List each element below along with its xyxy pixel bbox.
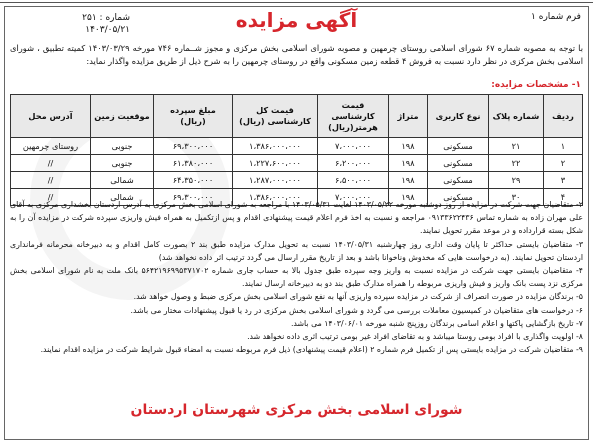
cell-row-no: ۴ bbox=[544, 189, 583, 206]
condition-item: ۹- متقاضیان شرکت در مزایده بایستی پس از تکمیل فرم شماره ۲ (اعلام قیمت پیشنهادی) ذیل فرم مربوطه نسبت به امضاء قبول شرایط شرکت در مزایده اقدام نمایند. bbox=[40, 345, 583, 355]
cell-deposit: ۶۹،۳۰۰،۰۰۰ bbox=[154, 189, 233, 206]
cell-usage: مسکونی bbox=[428, 189, 489, 206]
cell-location: شمالی bbox=[91, 172, 154, 189]
cell-usage: مسکونی bbox=[428, 155, 489, 172]
issuer-signature: شورای اسلامی بخش مرکزی شهرستان اردستان bbox=[130, 402, 463, 418]
condition-item: ۵- برندگان مزایده در صورت انصراف از شرکت در مزایده سپرده واریزی آنها به نفع شورای اسلامی بخش مرکزی ضبط و وصول خواهد شد. bbox=[133, 292, 583, 302]
cell-price-per-meter: ۶،۵۰۰،۰۰۰ bbox=[318, 172, 389, 189]
cell-total-price: ۱،۲۲۷،۶۰۰،۰۰۰ bbox=[233, 155, 318, 172]
cell-location: جنوبی bbox=[91, 155, 154, 172]
col-header-address: آدرس محل bbox=[11, 95, 91, 138]
cell-address: // bbox=[11, 189, 91, 206]
cell-usage: مسکونی bbox=[428, 172, 489, 189]
cell-usage: مسکونی bbox=[428, 138, 489, 155]
col-header-deposit: مبلغ سپرده (ریال) bbox=[154, 95, 233, 138]
table-row bbox=[11, 172, 583, 189]
cell-price-per-meter: ۶،۲۰۰،۰۰۰ bbox=[318, 155, 389, 172]
cell-area: ۱۹۸ bbox=[389, 138, 428, 155]
cell-deposit: ۶۴،۳۵۰،۰۰۰ bbox=[154, 172, 233, 189]
cell-plate-no: ۲۱ bbox=[489, 138, 544, 155]
cell-address: // bbox=[11, 155, 91, 172]
cell-plate-no: ۳۰ bbox=[489, 189, 544, 206]
col-header-location: موقعیت زمین bbox=[91, 95, 154, 138]
condition-item: ۳- متقاضیان بایستی حداکثر تا پایان وقت اداری روز چهارشنبه ۱۴۰۳/۰۵/۳۱ نسبت به تحویل مدارک مزایده طبق بند ۲ بصورت کامل اقدام و به دبیرخانه محرمانه فرمانداری اردستان تحویل نمایند. (به درخواست هایی که مخدوش وناخوانا باشد و بعد از تاریخ مقرر ارسال می گردد ترتیب اثر داده نخواهد شد) bbox=[10, 239, 584, 262]
condition-item: ۶- درخواست های متقاضیان در کمیسیون معاملات بررسی می گردد و شورای اسلامی بخش مرکزی در رد یا قبول پیشنهادات مختار می باشد. bbox=[130, 305, 583, 315]
cell-price-per-meter: ۷،۰۰۰،۰۰۰ bbox=[318, 189, 389, 206]
cell-row-no: ۳ bbox=[544, 172, 583, 189]
cell-row-no: ۲ bbox=[544, 155, 583, 172]
condition-item: ۸- اولویت واگذاری با افراد بومی روستا میباشد و به تقاضای افراد غیر بومی ترتیب اثری داده نخواهد شد. bbox=[247, 332, 583, 342]
cell-plate-no: ۲۹ bbox=[489, 172, 544, 189]
cell-location: جنوبی bbox=[91, 138, 154, 155]
cell-deposit: ۶۱،۳۸۰،۰۰۰ bbox=[154, 155, 233, 172]
col-header-total-price: قیمت کل کارشناسی (ریال) bbox=[233, 95, 318, 138]
intro-paragraph: با توجه به مصوبه شماره ۶۷ شورای اسلامی روستای چرمهین و مصوبه شورای اسلامی بخش مرکزی و مجوز شــماره ۷۴۶ مورخه ۱۴۰۳/۰۳/۲۹ کمیته تطبیق ، شورای اسلامی بخش مرکزی در نظر دارد نسبت به فروش ۴ قطعه زمین مسکونی واقع در روستای چرمهین را به شرح ذیل از طریق مزایده واگذار نماید: bbox=[10, 43, 584, 66]
cell-address: // bbox=[11, 172, 91, 189]
reference-block bbox=[10, 12, 130, 36]
condition-item: ۴- متقاضیان بایستی جهت شرکت در مزایده نسبت به واریز وجه سپرده طبق جدول بالا به حساب جاری شماره ۵۶۴۲۱۹۶۹۹۵۳۷۱۷۰۲ بانک ملت به نام شورای اسلامی بخش مرکزی نزد پست بانک واریز و فیش واریزی مربوطه را همراه مدارک طبق بند دو به دبیرخانه ارسال نمایند. bbox=[10, 266, 583, 289]
page-title: آگهی مزایده bbox=[235, 8, 358, 32]
cell-area: ۱۹۸ bbox=[389, 155, 428, 172]
col-header-usage: نوع کاربری bbox=[428, 95, 489, 138]
top-rule bbox=[0, 2, 593, 3]
table-row bbox=[11, 138, 583, 155]
cell-total-price: ۱،۳۸۶،۰۰۰،۰۰۰ bbox=[233, 138, 318, 155]
form-number: فرم شماره ۱ bbox=[531, 12, 581, 22]
col-header-row-no: ردیف bbox=[544, 95, 583, 138]
cell-address: روستای چرمهین bbox=[11, 138, 91, 155]
cell-total-price: ۱،۳۸۶،۰۰۰،۰۰۰ bbox=[233, 189, 318, 206]
col-header-plate-no: شماره پلاک bbox=[489, 95, 544, 138]
col-header-price-per-meter: قیمت کارشناسی هرمتر(ریال) bbox=[318, 95, 389, 138]
cell-area: ۱۹۸ bbox=[389, 172, 428, 189]
cell-total-price: ۱،۲۸۷،۰۰۰،۰۰۰ bbox=[233, 172, 318, 189]
cell-plate-no: ۲۲ bbox=[489, 155, 544, 172]
cell-deposit: ۶۹،۳۰۰،۰۰۰ bbox=[154, 138, 233, 155]
reference-number: شماره : ۲۵۱ bbox=[82, 13, 130, 23]
section-title: ۱- مشخصات مزایده: bbox=[491, 80, 581, 90]
cell-area: ۱۹۸ bbox=[389, 189, 428, 206]
condition-item: ۲- متقاضیان جهت شرکت در مزایده از روز دوشنبه مورخه ۱۴۰۳/۰۵/۲۲ لغایت ۱۴۰۳/۰۵/۳۱ با مراجعه به شورای اسلامی بخش مرکزی به آدرس اردستان بخشداری مرکزی به آقای علی مهران زاده به شماره تماس ۰۹۱۳۳۶۲۲۴۳۶ مراجعه و نسبت به اخذ فرم اعلام قیمت پیشنهادی اقدام و پس ازتکمیل به همراه فیش واریزی سپرده شرکت در مزایده آن را به شکل بسته قرارداده و در موعد مقرر تحویل نمایند. bbox=[10, 200, 583, 236]
conditions-list bbox=[10, 198, 583, 356]
cell-row-no: ۱ bbox=[544, 138, 583, 155]
cell-price-per-meter: ۷،۰۰۰،۰۰۰ bbox=[318, 138, 389, 155]
reference-date: ۱۴۰۳/۰۵/۲۱ bbox=[85, 25, 130, 35]
auction-table bbox=[10, 94, 583, 206]
cell-location: شمالی bbox=[91, 189, 154, 206]
table-header-row bbox=[11, 95, 583, 138]
col-header-area: متراژ bbox=[389, 95, 428, 138]
condition-item: ۷- تاریخ بازگشایی پاکتها و اعلام اسامی برندگان روزپنج شنبه مورخه ۱۴۰۳/۰۶/۰۱ می باشد. bbox=[290, 318, 583, 328]
table-row bbox=[11, 155, 583, 172]
